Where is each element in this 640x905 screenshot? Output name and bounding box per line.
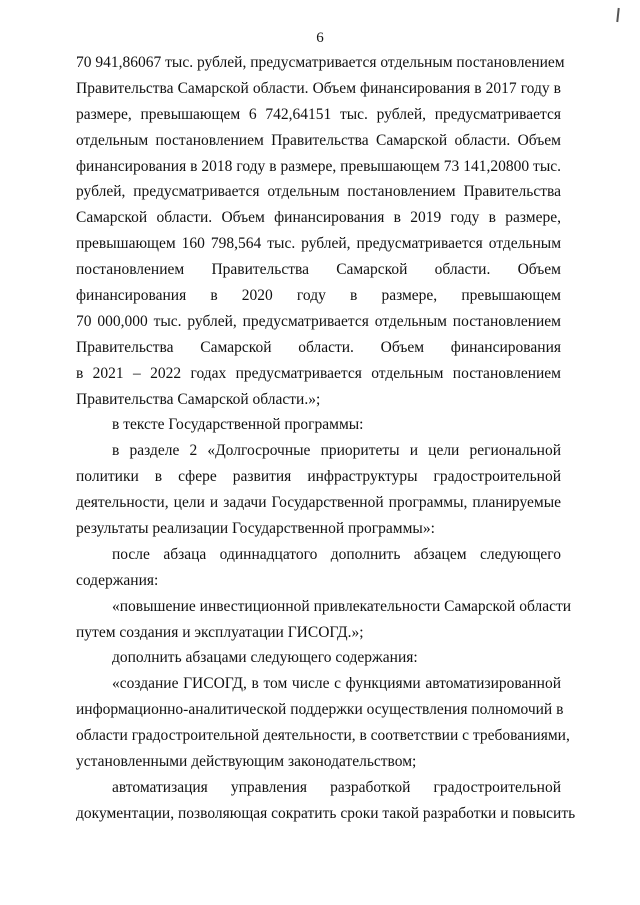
text-line: политики в сфере развития инфраструктуры градостроительной	[76, 468, 561, 486]
document-body	[76, 50, 576, 827]
text-line: автоматизация управления разработкой градостроительной	[112, 778, 561, 796]
text-line: Правительства Самарской области. Объем финансирования в 2017 году в	[76, 79, 561, 97]
text-line: Правительства Самарской области. Объем финансирования	[76, 338, 561, 356]
text-line: в 2021 – 2022 годах предусматривается отдельным постановлением	[76, 364, 561, 382]
page-number: 6	[316, 30, 324, 46]
text-line: после абзаца одиннадцатого дополнить абзацем следующего	[112, 545, 561, 563]
text-line: 70 941,86067 тыс. рублей, предусматривается отдельным постановлением	[76, 54, 565, 71]
text-line: путем создания и эксплуатации ГИСОГД.»;	[76, 623, 364, 641]
text-line: деятельности, цели и задачи Государственной программы, планируемые	[76, 494, 561, 512]
text-line: области градостроительной деятельности, в соответствии с требованиями,	[76, 727, 570, 745]
text-line: установленными действующим законодательством;	[76, 753, 417, 771]
text-line: в разделе 2 «Долгосрочные приоритеты и цели региональной	[112, 442, 561, 460]
text-line: размере, превышающем 6 742,64151 тыс. рублей, предусматривается	[76, 105, 561, 123]
text-line: постановлением Правительства Самарской области. Объем	[76, 261, 561, 279]
text-line: результаты реализации Государственной программы»:	[76, 520, 435, 538]
text-line: содержания:	[76, 571, 159, 589]
text-line: дополнить абзацами следующего содержания:	[112, 649, 418, 667]
text-line: информационно-аналитической поддержки осуществления полномочий в	[76, 701, 564, 719]
text-line: превышающем 160 798,564 тыс. рублей, предусматривается отдельным	[76, 235, 561, 253]
text-line: финансирования в 2020 году в размере, превышающем	[76, 287, 561, 305]
text-line: документации, позволяющая сократить сроки такой разработки и повысить	[76, 804, 576, 822]
text-line: рублей, предусматривается отдельным постановлением Правительства	[76, 183, 561, 201]
text-line: в тексте Государственной программы:	[112, 416, 364, 434]
text-line: Самарской области. Объем финансирования в 2019 году в размере,	[76, 209, 561, 227]
scan-mark	[616, 8, 619, 22]
text-line: «создание ГИСОГД, в том числе с функциями автоматизированной	[112, 675, 561, 693]
text-line: финансирования в 2018 году в размере, превышающем 73 141,20800 тыс.	[76, 157, 561, 175]
text-line: отдельным постановлением Правительства Самарской области. Объем	[76, 131, 561, 149]
text-line: «повышение инвестиционной привлекательности Самарской области	[112, 597, 572, 615]
text-line: 70 000,000 тыс. рублей, предусматривается отдельным постановлением	[76, 312, 561, 330]
text-line: Правительства Самарской области.»;	[76, 390, 321, 408]
